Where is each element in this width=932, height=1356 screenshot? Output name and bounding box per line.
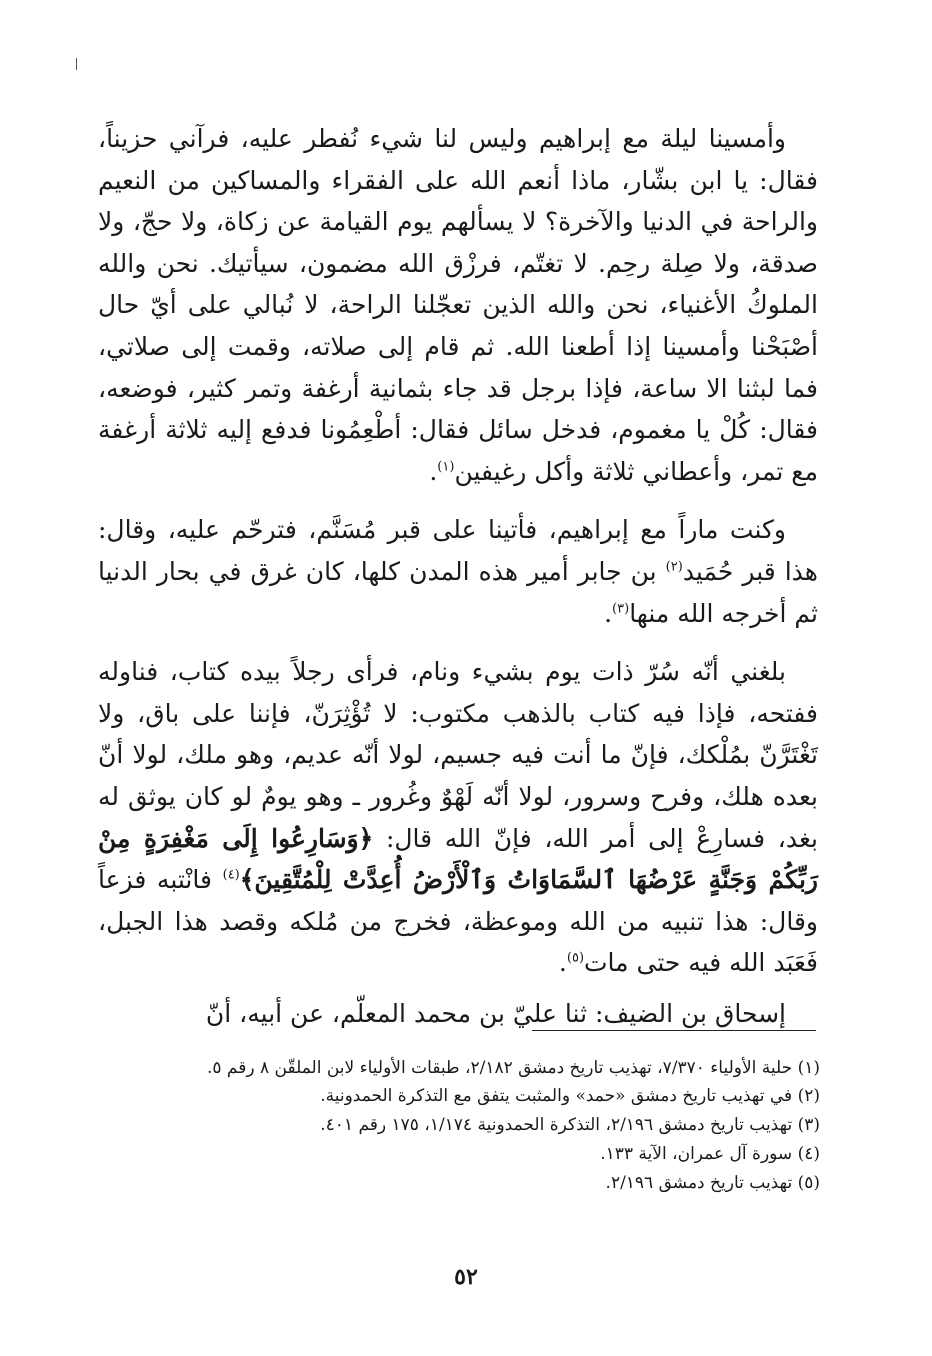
page-number: ٥٢	[454, 1264, 478, 1290]
paragraph-1-text: وأمسينا ليلة مع إبراهيم وليس لنا شيء نُفطر عليه، فرآني حزيناً، فقال: يا ابن بشّار، ماذا أنعم الله على الفقراء والمساكين من النعيم والراحة في الدنيا والآخرة؟ لا يسألهم يوم القيامة عن زكاة، ولا حجّ، ولا صدقة، ولا صِلة رحِم. لا تغتّم، فرزْق الله مضمون، سيأتيك. نحن والله الملوكُ الأغنياء، نحن والله الذين تعجّلنا الراحة، لا نُبالي على أيّ حال أصْبَحْنا وأمسينا إذا أطعنا الله. ثم قام إلى صلاته، وقمت إلى صلاتي، فما لبثنا الا ساعة، فإذا برجل قد جاء بثمانية أرغفة وتمر كثير، فوضعه، فقال: كُلْ يا مغموم، فدخل سائل فقال: أطْعِمُونا فدفع إليه ثلاثة أرغفة مع تمر، وأعطاني ثلاثة وأكل رغيفين	[98, 124, 818, 486]
scan-speck	[76, 58, 77, 70]
footnote-ref-5: (٥)	[566, 950, 585, 966]
paragraph-3-end: .	[558, 948, 567, 978]
paragraph-3-text-continued: فانْتبه فزعاً وقال: هذا تنبيه من الله وموعظة، فخرج من مُلكه وقصد هذا الجبل، فَعَبَد الله فيه حتى مات	[98, 865, 818, 978]
footnote-2: (٢) في تهذيب تاريخ دمشق «حمد» والمثبت يتفق مع التذكرة الحمدونية.	[320, 1086, 820, 1106]
paragraph-2-end: .	[604, 598, 613, 628]
paragraph-3	[98, 651, 818, 984]
footnote-ref-3: (٣)	[612, 601, 630, 617]
footnote-1: (١) حلية الأولياء ٧/٣٧٠، تهذيب تاريخ دمشق ٢/١٨٢، طبقات الأولياء لابن الملقّن ٨ رقم ٥.	[206, 1058, 820, 1078]
footnote-ref-1: (١)	[437, 459, 455, 475]
footnote-ref-4: (٤)	[222, 867, 240, 883]
footnotes	[100, 1054, 820, 1198]
footnote-5: (٥) تهذيب تاريخ دمشق ٢/١٩٦.	[605, 1173, 820, 1193]
paragraph-3-text: بلغني أنّه سُرّ ذات يوم بشيء ونام، فرأى رجلاً بيده كتاب، فناوله ففتحه، فإذا فيه كتاب بالذهب مكتوب: لا تُؤْثِرَنّ، فإننا على باق، ولا تَغْتَرَّنّ بمُلْكك، فإنّ ما أنت فيه جسيم، لولا أنّه عديم، وهو ملك، لولا أنّ بعده هلك، وفرح وسرور، لولا أنّه لَهْوٌ وغُرور ـ وهو يومٌ لو كان يوثق له بغد، فسارِعْ إلى أمر الله، فإنّ الله قال:	[98, 657, 819, 853]
footnote-separator	[532, 1030, 816, 1031]
paragraph-4	[98, 993, 818, 1035]
footnote-3: (٣) تهذيب تاريخ دمشق ٢/١٩٦، التذكرة الحمدونية ١/١٧٤، ١٧٥ رقم ٤٠١.	[320, 1115, 820, 1135]
quran-verse: ﴿وَسَارِعُوا إِلَى مَغْفِرَةٍ مِنْ رَبِّكُمْ وَجَنَّةٍ عَرْضُهَا ٱلسَّمَاوَاتُ وَٱلْأَرْضُ أُعِدَّتْ لِلْمُتَّقِينَ﴾	[98, 823, 818, 895]
paragraph-2-text: وكنت ماراً مع إبراهيم، فأتينا على قبر مُسَنَّم، فترحّم عليه، وقال: هذا قبر حُمَيد	[98, 515, 818, 586]
paragraph-4-text: إسحاق بن الضيف: ثنا عليّ بن محمد المعلّم، عن أبيه، أنّ	[205, 998, 786, 1028]
paragraph-1-end: .	[429, 456, 438, 486]
paragraph-2	[98, 509, 818, 634]
paragraph-1	[98, 118, 818, 492]
footnote-ref-2: (٢)	[665, 559, 683, 575]
paragraph-2-text-continued: بن جابر أمير هذه المدن كلها، كان غرق في بحار الدنيا ثم أخرجه الله منها	[98, 556, 818, 628]
footnote-4: (٤) سورة آل عمران، الآية ١٣٣.	[600, 1144, 820, 1164]
main-text	[98, 118, 818, 1034]
